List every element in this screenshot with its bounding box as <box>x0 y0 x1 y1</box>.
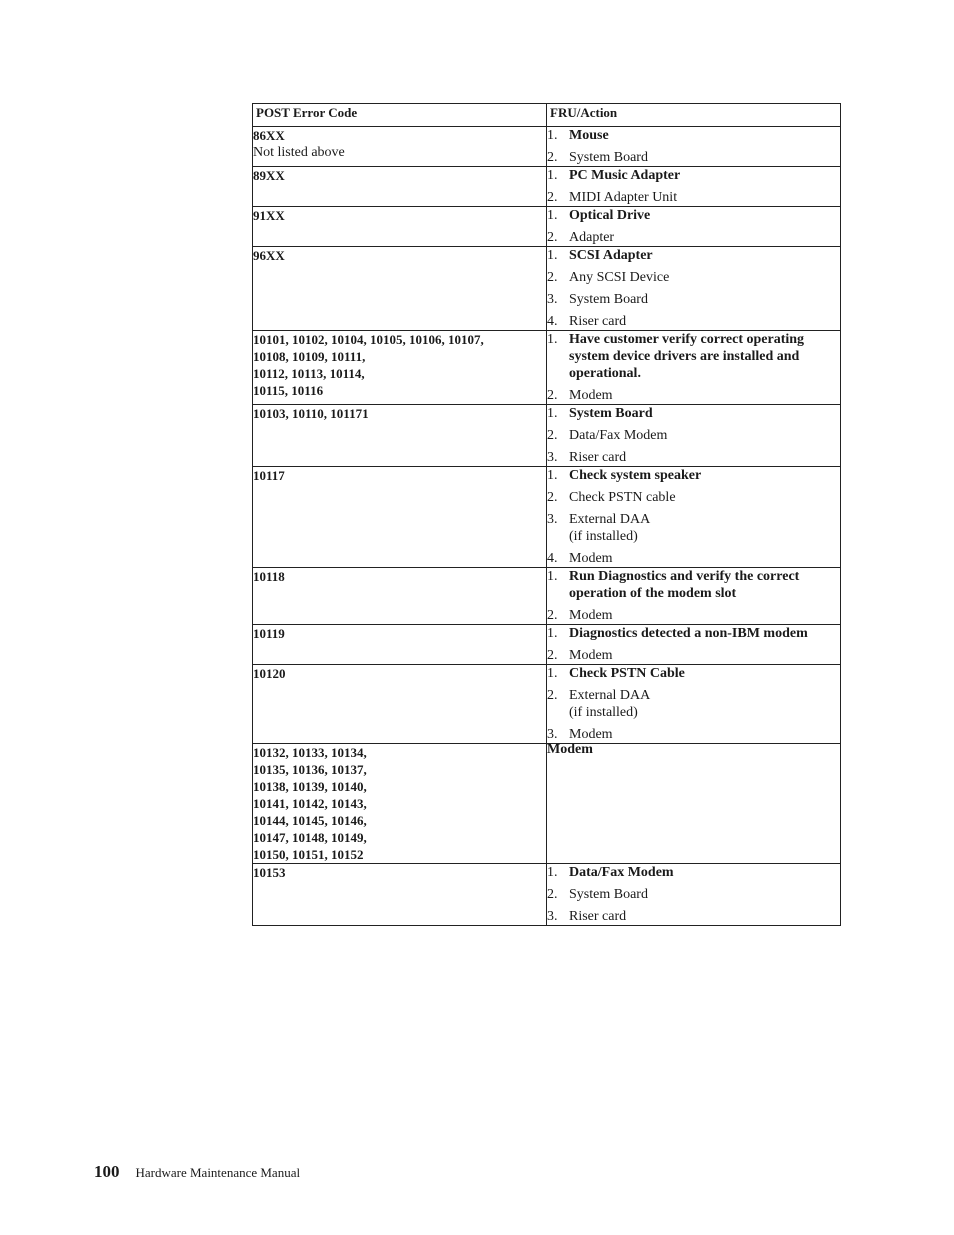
item-number: 2. <box>547 608 558 623</box>
fru-action-item <box>547 189 840 206</box>
error-code-cell <box>253 405 547 467</box>
fru-action-item <box>547 387 840 404</box>
error-code: 89XX <box>253 168 285 183</box>
fru-action-item <box>547 207 840 224</box>
error-code: 10112, 10113, 10114, <box>253 366 365 381</box>
fru-action-list <box>547 665 840 743</box>
item-number: 1. <box>547 168 558 183</box>
item-number: 1. <box>547 208 558 223</box>
fru-action-item <box>547 568 840 602</box>
item-text: Modem <box>569 388 613 403</box>
error-code-cell <box>253 467 547 568</box>
error-code: 10144, 10145, 10146, <box>253 813 367 828</box>
error-code-description: Not listed above <box>253 145 345 160</box>
item-number: 1. <box>547 248 558 263</box>
item-number: 3. <box>547 450 558 465</box>
fru-action-item <box>547 229 840 246</box>
table-row <box>253 331 841 405</box>
item-text: System Board <box>569 887 648 902</box>
fru-action-cell <box>547 625 841 665</box>
item-text: Riser card <box>569 909 627 924</box>
error-code-cell <box>253 744 547 864</box>
table-row <box>253 467 841 568</box>
fru-action-item <box>547 511 840 545</box>
fru-action-item <box>547 405 840 422</box>
error-code-cell <box>253 665 547 744</box>
header-fru-action: FRU/Action <box>547 104 841 127</box>
error-code: 10153 <box>253 865 286 880</box>
item-number: 3. <box>547 512 558 527</box>
page-footer <box>94 1162 300 1182</box>
error-code-cell <box>253 127 547 167</box>
item-number: 2. <box>547 230 558 245</box>
item-number: 4. <box>547 551 558 566</box>
fru-action-item <box>547 127 840 144</box>
fru-action-list <box>547 405 840 466</box>
table-row <box>253 625 841 665</box>
error-code: 10115, 10116 <box>253 383 324 398</box>
fru-action-item <box>547 550 840 567</box>
item-text: Modem <box>569 727 613 742</box>
fru-action-item <box>547 607 840 624</box>
post-error-table <box>252 103 841 926</box>
error-code: 10103, 10110, 101171 <box>253 406 369 421</box>
error-code: 10120 <box>253 666 286 681</box>
item-number: 1. <box>547 332 558 347</box>
fru-action-list <box>547 127 840 166</box>
error-code: 96XX <box>253 248 285 263</box>
fru-action-cell <box>547 744 841 864</box>
table-body <box>253 127 841 926</box>
item-number: 4. <box>547 314 558 329</box>
error-code-cell <box>253 864 547 926</box>
item-text: Check PSTN cable <box>569 490 676 505</box>
error-code: 10118 <box>253 569 285 584</box>
fru-action-cell <box>547 247 841 331</box>
table-row <box>253 247 841 331</box>
fru-action-item <box>547 908 840 925</box>
item-text: System Board <box>569 406 653 421</box>
error-code-cell <box>253 247 547 331</box>
error-code-cell <box>253 568 547 625</box>
fru-action-list <box>547 247 840 330</box>
item-number: 2. <box>547 688 558 703</box>
table-row <box>253 864 841 926</box>
fru-action-item <box>547 427 840 444</box>
item-text: Modem <box>569 608 613 623</box>
error-code: 91XX <box>253 208 285 223</box>
item-text: PC Music Adapter <box>569 168 681 183</box>
error-code-cell <box>253 207 547 247</box>
item-text: Any SCSI Device <box>569 270 670 285</box>
fru-action-item <box>547 449 840 466</box>
page-number: 100 <box>94 1162 120 1181</box>
item-text: Check system speaker <box>569 468 702 483</box>
error-code: 10132, 10133, 10134, <box>253 745 367 760</box>
table-row <box>253 207 841 247</box>
fru-action-item <box>547 247 840 264</box>
fru-action-item <box>547 467 840 484</box>
item-number: 2. <box>547 190 558 205</box>
error-code: 10147, 10148, 10149, <box>253 830 367 845</box>
item-number: 1. <box>547 128 558 143</box>
manual-title: Hardware Maintenance Manual <box>135 1165 301 1180</box>
fru-action-item <box>547 665 840 682</box>
fru-action-cell <box>547 467 841 568</box>
fru-action-cell <box>547 167 841 207</box>
fru-action-list <box>547 207 840 246</box>
item-number: 1. <box>547 666 558 681</box>
item-text: Modem <box>569 648 613 663</box>
table-row <box>253 167 841 207</box>
item-number: 3. <box>547 727 558 742</box>
error-code: 10117 <box>253 468 285 483</box>
item-number: 1. <box>547 406 558 421</box>
item-number: 1. <box>547 865 558 880</box>
item-text: External DAA (if installed) <box>569 688 651 720</box>
fru-action-item <box>547 291 840 308</box>
item-number: 1. <box>547 626 558 641</box>
fru-action-item <box>547 331 840 382</box>
item-number: 2. <box>547 428 558 443</box>
item-number: 2. <box>547 648 558 663</box>
error-code: 10135, 10136, 10137, <box>253 762 367 777</box>
fru-action-cell <box>547 127 841 167</box>
item-text: System Board <box>569 292 648 307</box>
fru-action-item <box>547 489 840 506</box>
fru-action-list <box>547 625 840 664</box>
table-row <box>253 568 841 625</box>
fru-action-item <box>547 647 840 664</box>
table-header-row <box>253 104 841 127</box>
error-code: 10141, 10142, 10143, <box>253 796 367 811</box>
fru-action-cell <box>547 864 841 926</box>
item-text: Mouse <box>569 128 609 143</box>
item-number: 2. <box>547 887 558 902</box>
fru-action-item <box>547 149 840 166</box>
error-code: 10138, 10139, 10140, <box>253 779 367 794</box>
fru-action-item <box>547 886 840 903</box>
item-text: Data/Fax Modem <box>569 428 668 443</box>
fru-action-list <box>547 568 840 624</box>
item-text: Optical Drive <box>569 208 651 223</box>
fru-action-item <box>547 167 840 184</box>
error-code-cell <box>253 331 547 405</box>
item-text: Check PSTN Cable <box>569 666 685 681</box>
fru-action-item <box>547 313 840 330</box>
item-text: SCSI Adapter <box>569 248 653 263</box>
table-row <box>253 127 841 167</box>
item-text: Adapter <box>569 230 615 245</box>
item-text: Have customer verify correct operating system device drivers are installed and operational. <box>569 332 805 381</box>
item-number: 1. <box>547 468 558 483</box>
item-text: System Board <box>569 150 648 165</box>
item-number: 2. <box>547 270 558 285</box>
error-code: 10119 <box>253 626 285 641</box>
fru-action-list <box>547 167 840 206</box>
fru-action-cell <box>547 331 841 405</box>
error-code: 10101, 10102, 10104, 10105, 10106, 10107, <box>253 332 484 347</box>
error-code: 10150, 10151, 10152 <box>253 847 364 862</box>
fru-action-list <box>547 864 840 925</box>
item-text: Run Diagnostics and verify the correct operation of the modem slot <box>569 569 800 601</box>
item-text: Riser card <box>569 314 627 329</box>
item-text: Modem <box>569 551 613 566</box>
item-number: 2. <box>547 490 558 505</box>
item-number: 2. <box>547 150 558 165</box>
fru-action-item <box>547 625 840 642</box>
item-text: Riser card <box>569 450 627 465</box>
item-number: 2. <box>547 388 558 403</box>
item-number: 3. <box>547 909 558 924</box>
fru-action-item <box>547 687 840 721</box>
item-number: 3. <box>547 292 558 307</box>
fru-action-item <box>547 269 840 286</box>
fru-action-list <box>547 331 840 404</box>
error-code-cell <box>253 167 547 207</box>
table-row <box>253 665 841 744</box>
table-row <box>253 405 841 467</box>
fru-action-list <box>547 467 840 567</box>
fru-action-cell <box>547 405 841 467</box>
item-text: Diagnostics detected a non-IBM modem <box>569 626 808 641</box>
fru-action-cell <box>547 665 841 744</box>
header-post-error-code: POST Error Code <box>253 104 547 127</box>
fru-action-text: Modem <box>547 742 593 757</box>
error-code: 86XX <box>253 128 285 143</box>
fru-action-cell <box>547 207 841 247</box>
error-code: 10108, 10109, 10111, <box>253 349 366 364</box>
fru-action-item <box>547 864 840 881</box>
error-code-cell <box>253 625 547 665</box>
item-text: External DAA (if installed) <box>569 512 651 544</box>
item-text: Data/Fax Modem <box>569 865 674 880</box>
table-row <box>253 744 841 864</box>
item-number: 1. <box>547 569 558 584</box>
fru-action-cell <box>547 568 841 625</box>
item-text: MIDI Adapter Unit <box>569 190 678 205</box>
